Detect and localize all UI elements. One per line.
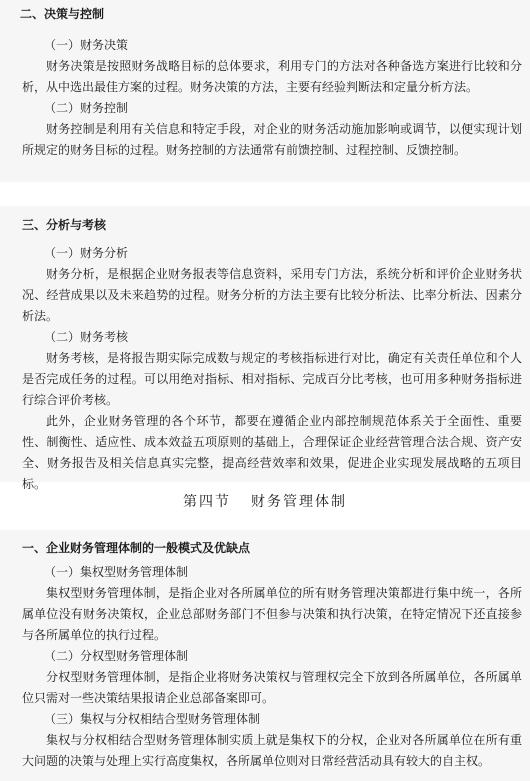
paragraph-centralized: 集权型财务管理体制，是指企业对各所属单位的所有财务管理决策都进行集中统一，各所属单位没有财务决策权，企业总部财务部门不但参与决策和执行决策，在特定情况下还直接参与各所属单位的执行过程。 — [22, 586, 522, 642]
paragraph-financial-decision: 财务决策是按照财务战略目标的总体要求，利用专门的方法对各种备选方案进行比较和分析，从中选出最佳方案的过程。财务决策的方法，主要有经验判断法和定量分析方法。 — [22, 59, 522, 94]
section-name: 财务管理体制 — [251, 494, 347, 510]
section-number: 第四节 — [183, 494, 231, 510]
subheading-financial-analysis: （一）财务分析 — [44, 246, 129, 260]
subheading-financial-decision: （一）财务决策 — [44, 38, 129, 52]
paragraph-combined: 集权与分权相结合型财务管理体制实质上就是集权下的分权，企业对各所属单位在所有重大问题的决策与处理上实行高度集权，各所属单位则对日常经营活动具有较大的自主权。 — [22, 733, 522, 768]
subheading-financial-assessment: （二）财务考核 — [44, 330, 129, 344]
paragraph-internal-control: 此外，企业财务管理的各个环节，都要在遵循企业内部控制规范体系关于全面性、重要性、制衡性、适应性、成本效益五项原则的基础上，合理保证企业经营管理合法合规、资产安全、财务报告及相关信息真实完整，提高经营效率和效果，促进企业实现发展战略的五项目标。 — [22, 414, 522, 491]
paragraph-financial-analysis: 财务分析，是根据企业财务报表等信息资料，采用专门方法，系统分析和评价企业财务状况、经营成果以及未来趋势的过程。财务分析的方法主要有比较分析法、比率分析法、因素分析法。 — [22, 267, 522, 323]
section-decision-control — [22, 4, 522, 161]
subheading-centralized: （一）集权型财务管理体制 — [44, 565, 189, 579]
subheading-decentralized: （二）分权型财务管理体制 — [44, 649, 189, 663]
section-heading: 三、分析与考核 — [22, 218, 107, 232]
section-title — [0, 490, 530, 514]
section-heading: 二、决策与控制 — [20, 7, 105, 21]
paragraph-financial-assessment: 财务考核，是将报告期实际完成数与规定的考核指标进行对比，确定有关责任单位和个人是否完成任务的过程。可以用绝对指标、相对指标、完成百分比考核，也可用多种财务指标进行综合评价考核。 — [22, 351, 522, 407]
paragraph-financial-control: 财务控制是利用有关信息和特定手段，对企业的财务活动施加影响或调节，以便实现计划所规定的财务目标的过程。财务控制的方法通常有前馈控制、过程控制、反馈控制。 — [22, 122, 522, 157]
paragraph-decentralized: 分权型财务管理体制，是指企业将财务决策权与管理权完全下放到各所属单位，各所属单位只需对一些决策结果报请企业总部备案即可。 — [22, 670, 522, 705]
subheading-combined: （三）集权与分权相结合型财务管理体制 — [44, 712, 261, 726]
section-analysis-assessment — [22, 215, 522, 495]
subheading-financial-control: （二）财务控制 — [44, 101, 129, 115]
section-management-system — [22, 538, 522, 772]
section-heading: 一、企业财务管理体制的一般模式及优缺点 — [22, 541, 251, 555]
